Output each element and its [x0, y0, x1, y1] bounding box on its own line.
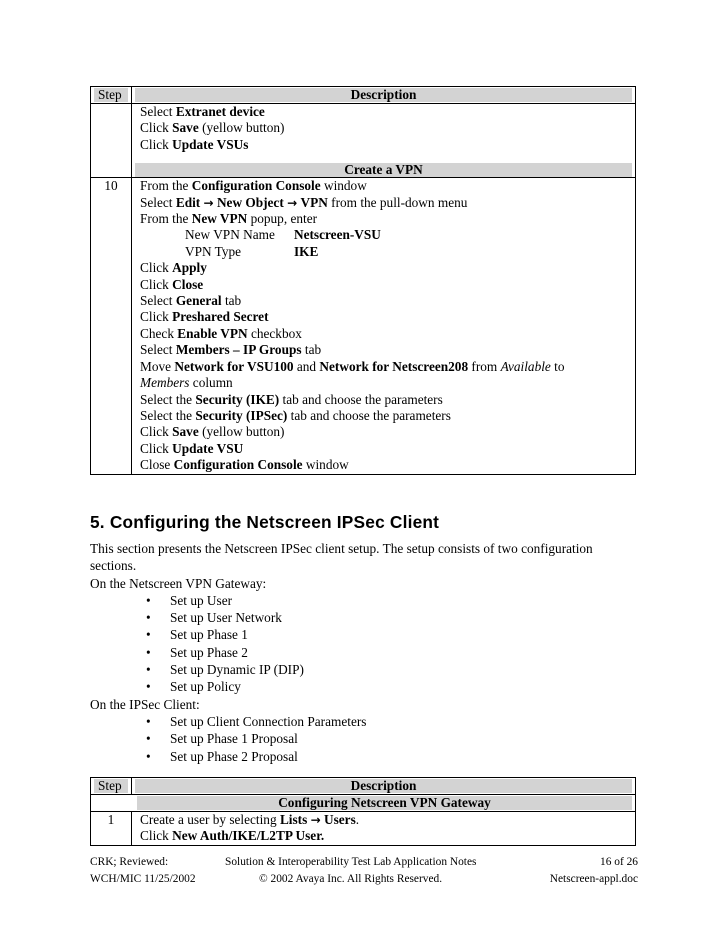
list-item: • Set up Client Connection Parameters: [146, 713, 367, 729]
section-heading: 5. Configuring the Netscreen IPSec Client: [90, 512, 440, 532]
footer-date: WCH/MIC 11/25/2002: [90, 873, 196, 885]
instruction-line: Click Update VSU: [140, 440, 244, 456]
list-item: • Set up User: [146, 592, 233, 608]
instruction-line: Move Network for VSU100 and Network for Netscreen208 from Available to: [140, 358, 565, 374]
bullet-icon: •: [146, 731, 151, 747]
arrow-icon: →: [203, 195, 214, 210]
field-label: VPN Type: [185, 243, 242, 259]
footer-reviewer: CRK; Reviewed:: [90, 856, 169, 868]
steps-table-bottom: [90, 777, 636, 846]
arrow-icon: →: [287, 195, 298, 210]
instruction-line: Click New Auth/IKE/L2TP User.: [140, 828, 325, 844]
bullet-icon: •: [146, 679, 151, 695]
list-item: • Set up Policy: [146, 679, 241, 695]
client-label: On the IPSec Client:: [90, 696, 200, 712]
step-header-cell: [91, 778, 132, 795]
list-item: • Set up Dynamic IP (DIP): [146, 662, 304, 678]
steps-table-top: [90, 86, 636, 475]
description-cell: [132, 104, 636, 178]
field-value: IKE: [294, 243, 319, 259]
instruction-line: Check Enable VPN checkbox: [140, 325, 302, 341]
bullet-icon: •: [146, 662, 151, 678]
bullet-icon: •: [146, 748, 151, 764]
instruction-line: Members column: [140, 375, 233, 391]
instruction-line: Click Update VSUs: [140, 136, 249, 152]
instruction-line: Close Configuration Console window: [140, 457, 349, 473]
instruction-line: Create a user by selecting Lists → Users.: [140, 812, 360, 827]
description-header-cell: [132, 778, 636, 795]
instruction-line: Click Apply: [140, 260, 207, 276]
intro-text: This section presents the Netscreen IPSec client setup. The setup consists of two configuration: [90, 541, 593, 556]
instruction-line: Click Save (yellow button): [140, 120, 285, 136]
section-header-gateway: Configuring Netscreen VPN Gateway: [137, 796, 632, 810]
description-header: Description: [135, 88, 632, 102]
instruction-line: Click Preshared Secret: [140, 309, 269, 325]
footer-row: [90, 871, 638, 888]
step-number: 10: [91, 178, 132, 474]
instruction-line: Select the Security (IPSec) tab and choose the parameters: [140, 407, 451, 423]
field-value-line: [140, 227, 629, 243]
table-row: [91, 812, 636, 846]
step-header: Step: [94, 88, 128, 102]
table-header-row: [91, 87, 636, 104]
list-item: • Set up User Network: [146, 610, 282, 626]
description-header: Description: [135, 779, 632, 793]
footer-row: [90, 854, 638, 871]
instruction-line: Select General tab: [140, 293, 242, 309]
step-header: Step: [94, 779, 128, 793]
bullet-icon: •: [146, 644, 151, 660]
field-value: Netscreen-VSU: [294, 227, 381, 243]
list-item: • Set up Phase 1: [146, 627, 248, 643]
bullet-icon: •: [146, 713, 151, 729]
table-header-row: [91, 778, 636, 795]
section-cell: [91, 795, 636, 812]
instruction-line: Select Extranet device: [140, 104, 265, 119]
footer-filename: Netscreen-appl.doc: [549, 873, 638, 885]
intro-text: sections.: [90, 558, 137, 574]
step-header-cell: [91, 87, 132, 104]
page-footer: [90, 854, 638, 888]
footer-title: Solution & Interoperability Test Lab Application Notes: [225, 856, 477, 868]
instruction-line: Select Edit → New Object → VPN from the pull-down menu: [140, 194, 468, 210]
instruction-line: Click Save (yellow button): [140, 424, 285, 440]
table-row: [91, 104, 636, 178]
instruction-line: Select the Security (IKE) tab and choose the parameters: [140, 391, 443, 407]
field-label: New VPN Name: [185, 227, 275, 243]
list-item: • Set up Phase 1 Proposal: [146, 731, 298, 747]
description-header-cell: [132, 87, 636, 104]
table-row: [91, 178, 636, 474]
instruction-line: Select Members – IP Groups tab: [140, 342, 322, 358]
page-number: 16 of 26: [600, 856, 638, 868]
description-cell: [132, 812, 636, 846]
instruction-line: Click Close: [140, 276, 204, 292]
field-value-line: [140, 244, 629, 260]
step-cell: [91, 104, 132, 178]
bullet-icon: •: [146, 592, 151, 608]
section-body: [90, 540, 650, 765]
step-number: 1: [91, 812, 132, 846]
gateway-label: On the Netscreen VPN Gateway:: [90, 575, 267, 591]
instruction-line: From the Configuration Console window: [140, 178, 367, 194]
bullet-icon: •: [146, 627, 151, 643]
table-section-row: [91, 795, 636, 812]
list-item: • Set up Phase 2: [146, 644, 248, 660]
description-cell: [132, 178, 636, 474]
instruction-line: From the New VPN popup, enter: [140, 211, 318, 227]
arrow-icon: →: [310, 813, 321, 827]
bullet-icon: •: [146, 610, 151, 626]
section-header-create-vpn: Create a VPN: [135, 163, 632, 177]
footer-copyright: © 2002 Avaya Inc. All Rights Reserved.: [259, 873, 443, 885]
list-item: • Set up Phase 2 Proposal: [146, 748, 298, 764]
